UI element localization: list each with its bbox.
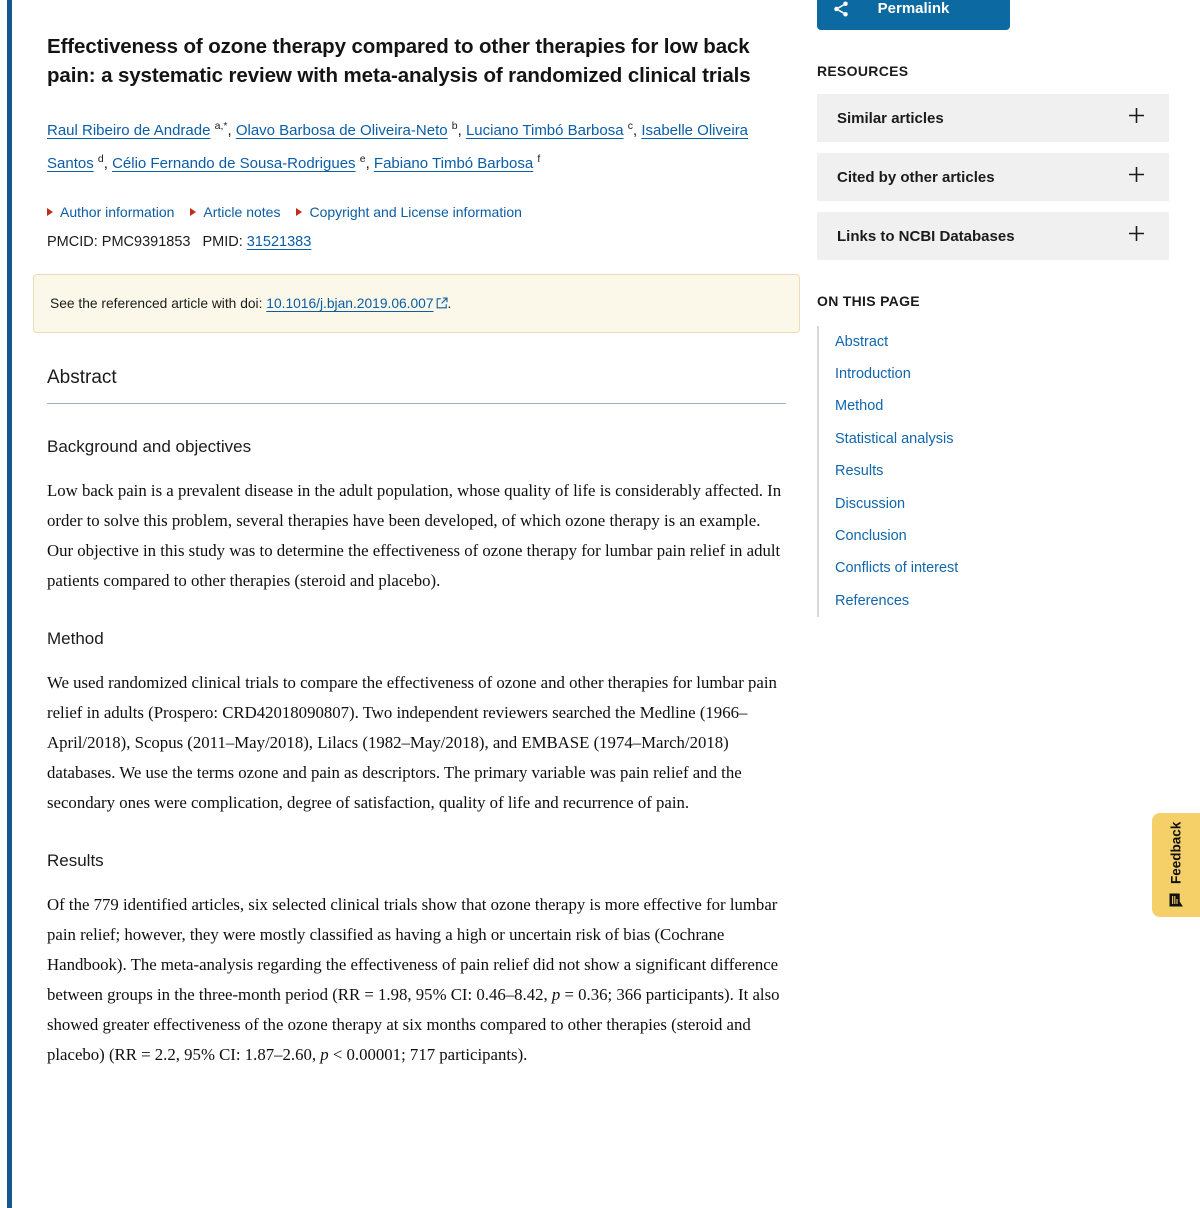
doi-link[interactable]: 10.1016/j.bjan.2019.06.007: [266, 296, 434, 311]
abstract-paragraph: Low back pain is a prevalent disease in the adult population, whose quality of life is considerably affected. In order to solve this problem, several therapies have been developed, of which ozone therapy is an example. Our objective in this study was to determine the effectiveness of ozone therapy for lumbar pain relief in adult patients compared to other therapies (steroid and placebo).: [47, 481, 782, 590]
pmid-link[interactable]: 31521383: [246, 234, 312, 250]
on-this-page-nav: [817, 326, 1169, 617]
plus-icon: [1128, 166, 1145, 188]
resources-heading: RESOURCES: [817, 63, 909, 79]
abstract-subheading: Method: [47, 629, 104, 648]
resources-accordions: [817, 94, 1169, 260]
abstract-subheading: Background and objectives: [47, 437, 252, 456]
pmid-label: PMID:: [202, 234, 243, 250]
article-title: Effectiveness of ozone therapy compared to other therapies for low back pain: a systematic review with meta-analysis of randomized clinical trials: [47, 35, 751, 87]
toc-link-discussion[interactable]: Discussion: [835, 495, 906, 512]
author-affiliation-sup: b: [451, 120, 458, 132]
meta-link-author-information[interactable]: [47, 204, 174, 220]
author-link[interactable]: Olavo Barbosa de Oliveira-Neto: [235, 122, 448, 139]
author-list: Raul Ribeiro de Andrade $^{a,*}$, Olavo Barbosa de Oliveira-Neto $^b$, Luciano Timbó Barbosa $^c$, Isabelle Oliveira Santos $^d$, Célio Fernando de Sousa-Rodrigues $^e$, Fabiano Timbó Barbosa $^f$: [47, 120, 749, 172]
toc-link-method[interactable]: Method: [835, 398, 884, 415]
italic-run: p: [551, 985, 561, 1004]
sidebar: [817, 0, 1169, 1070]
author-affiliation-sup: a,*: [214, 120, 228, 132]
article-ids: [47, 234, 786, 250]
abstract-paragraph: We used randomized clinical trials to compare the effectiveness of ozone and other therapies for lumbar pain relief in adults (Prospero: CRD42018090807). Two independent reviewers searched the Medline (1966–April/2018), Scopus (2011–May/2018), Lilacs (1982–May/2018), and EMBASE (1974–March/2018) databases. We use the terms ozone and pain as descriptors. The primary variable was pain relief and the secondary ones were complication, degree of satisfaction, quality of life and recurrence of pain.: [47, 673, 777, 812]
abstract-subheading: Results: [47, 851, 104, 870]
toc-link-abstract[interactable]: Abstract: [835, 333, 889, 350]
share-icon: [832, 0, 850, 18]
plus-icon: [1128, 225, 1145, 247]
italic-run: p: [320, 1045, 329, 1064]
meta-link-copyright-and-license-information[interactable]: [296, 204, 521, 220]
notice-suffix: .: [447, 296, 452, 311]
accordion-label: Links to NCBI Databases: [837, 227, 1015, 245]
referenced-article-notice: [33, 274, 800, 333]
right-triangle-icon: [190, 208, 196, 216]
toc-link-references[interactable]: References: [835, 592, 910, 609]
meta-link-label: Author information: [60, 204, 175, 220]
toc-link-statistical-analysis[interactable]: Statistical analysis: [835, 430, 954, 447]
author-link[interactable]: Luciano Timbó Barbosa: [465, 122, 624, 139]
toc-link-results[interactable]: Results: [835, 463, 884, 480]
meta-link-label: Article notes: [203, 204, 281, 220]
abstract-body: [47, 437, 786, 1070]
pmcid-label: PMCID:: [47, 234, 98, 250]
right-triangle-icon: [47, 208, 53, 216]
article-meta-links: [47, 204, 786, 220]
author-link[interactable]: Célio Fernando de Sousa-Rodrigues: [112, 155, 356, 172]
author-affiliation-sup: c: [627, 120, 633, 132]
meta-link-label: Copyright and License information: [309, 204, 522, 220]
abstract-paragraph: Of the 779 identified articles, six selected clinical trials show that ozone therapy is more effective for lumbar pain relief; however, they were mostly classified as having a high or uncertain risk of bias (Cochrane Handbook). The meta-analysis regarding the effectiveness of pain relief did not show a significant difference between groups in the three-month period (RR = 1.98, 95% CI: 0.46–8.42, p = 0.36; 366 participants). It also showed greater effectiveness of the ozone therapy at six months compared to other therapies (steroid and placebo) (RR = 2.2, 95% CI: 1.87–2.60, p < 0.00001; 717 participants).: [47, 895, 780, 1064]
toc-link-introduction[interactable]: Introduction: [835, 366, 911, 383]
author-link[interactable]: Raul Ribeiro de Andrade: [47, 122, 211, 139]
toc-link-conclusion[interactable]: Conclusion: [835, 527, 907, 544]
pmcid-value: PMC9391853: [101, 234, 191, 250]
author-link[interactable]: Fabiano Timbó Barbosa: [373, 155, 534, 172]
permalink-label: Permalink: [877, 0, 950, 17]
meta-link-article-notes[interactable]: [190, 204, 280, 220]
feedback-label: Feedback: [1168, 821, 1184, 885]
accordion-label: Similar articles: [837, 109, 944, 127]
external-link-icon: [436, 297, 448, 309]
feedback-icon: [1168, 892, 1184, 908]
on-this-page-heading: ON THIS PAGE: [817, 293, 920, 309]
author-affiliation-sup: e: [359, 153, 366, 165]
permalink-button[interactable]: [817, 0, 1010, 30]
abstract-heading: Abstract: [47, 367, 786, 404]
left-edge-bar: [7, 0, 12, 1208]
accordion-cited-by-other-articles[interactable]: [817, 153, 1169, 201]
plus-icon: [1128, 107, 1145, 129]
author-affiliation-sup: d: [97, 153, 104, 165]
article-main: [47, 0, 786, 1070]
author-affiliation-sup: f: [537, 153, 541, 165]
accordion-similar-articles[interactable]: [817, 94, 1169, 142]
accordion-links-to-ncbi-databases[interactable]: [817, 212, 1169, 260]
author-link[interactable]: Isabelle Oliveira Santos: [47, 122, 749, 172]
toc-link-conflicts-of-interest[interactable]: Conflicts of interest: [835, 560, 959, 577]
notice-text: See the referenced article with doi:: [50, 296, 267, 311]
abstract-section: [47, 367, 786, 1070]
accordion-label: Cited by other articles: [837, 168, 995, 186]
right-triangle-icon: [296, 208, 302, 216]
feedback-button[interactable]: [1152, 813, 1200, 917]
